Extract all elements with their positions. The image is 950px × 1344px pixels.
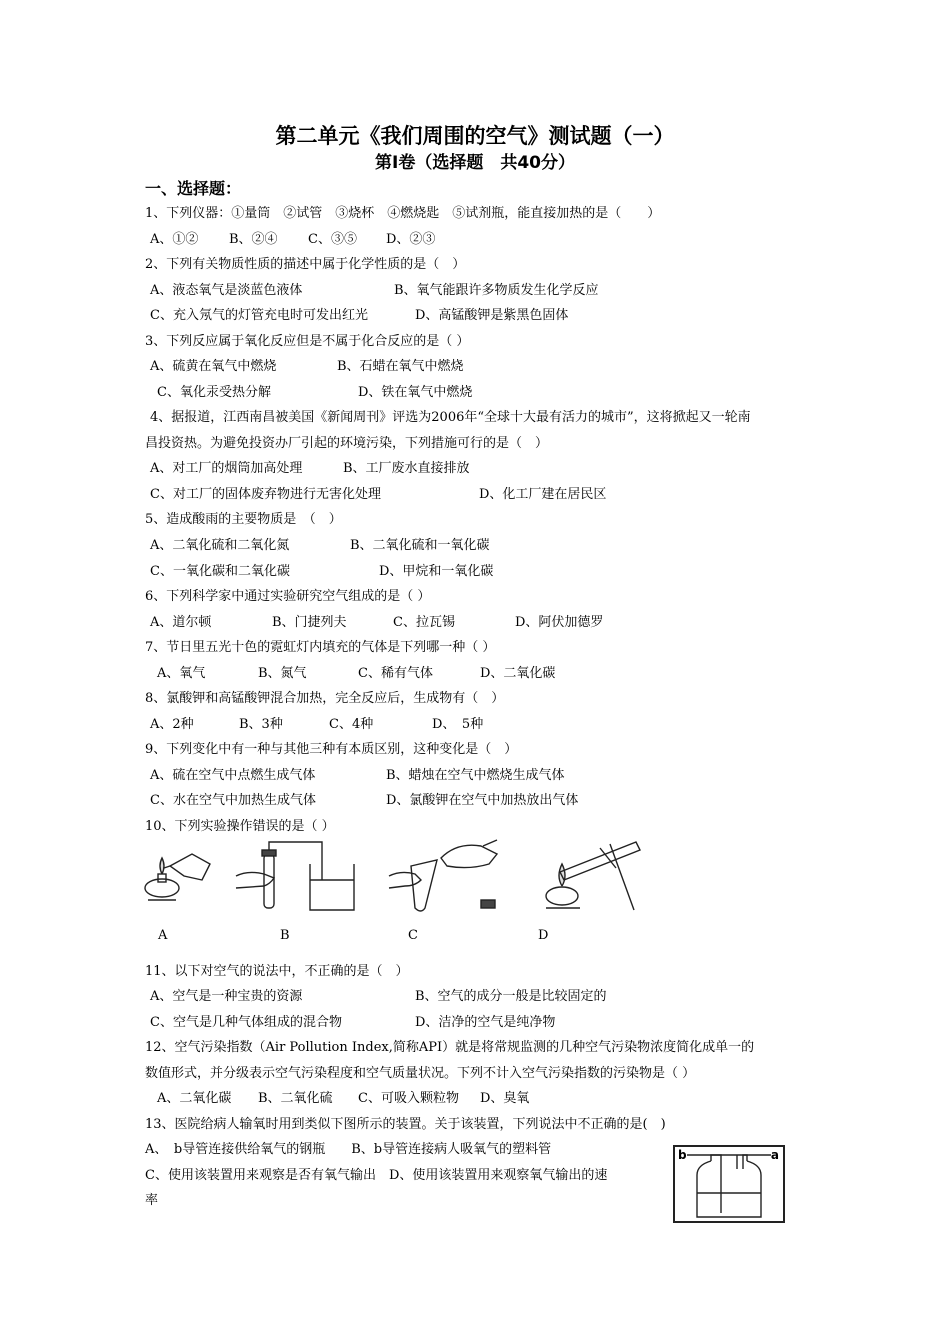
figure-d-heating-tube — [540, 838, 650, 914]
q4-option-d: D、化工厂建在居民区 — [479, 487, 607, 502]
q8-stem: 8、氯酸钾和高锰酸钾混合加热，完全反应后，生成物有（ ） — [145, 691, 505, 706]
q12-option-c: C、可吸入颗粒物 — [358, 1091, 459, 1106]
q5-option-a: A、二氧化硫和二氧化氮 — [150, 538, 290, 553]
q12-stem-line2: 数值形式，并分级表示空气污染程度和空气质量状况。下列不计入空气污染指数的污染物是（ ） — [145, 1066, 696, 1081]
q11-option-d: D、洁净的空气是纯净物 — [415, 1015, 556, 1030]
figure-q13-label-a: a — [770, 1148, 779, 1162]
q1-option-d: D、②③ — [386, 232, 436, 247]
q6-option-d: D、阿伏加德罗 — [515, 615, 604, 630]
q6-option-a: A、道尔顿 — [150, 615, 212, 630]
delivery-tube-icon — [269, 842, 322, 880]
q6-stem: 6、下列科学家中通过实验研究空气组成的是（ ） — [145, 589, 431, 604]
q7-stem: 7、节日里五光十色的霓虹灯内填充的气体是下列哪一种（ ） — [145, 640, 496, 655]
q12-option-a: A、二氧化碳 — [157, 1091, 232, 1106]
bottle-stopper-icon — [481, 900, 495, 908]
q1-option-c: C、③⑤ — [308, 232, 357, 247]
q1-option-a: A、①② — [150, 232, 199, 247]
exam-subtitle: 第Ⅰ卷（选择题 共40分） — [375, 153, 575, 173]
q11-option-b: B、空气的成分一般是比较固定的 — [415, 989, 607, 1004]
section-heading: 一、选择题： — [145, 179, 242, 198]
q13-options-continued: 率 — [145, 1193, 159, 1208]
q8-option-c: C、4种 — [329, 717, 374, 732]
wick-icon — [164, 866, 170, 868]
q5-option-c: C、一氧化碳和二氧化碳 — [150, 564, 290, 579]
hand-icon — [389, 872, 421, 888]
figure-b-airtightness-check — [230, 840, 360, 912]
figure-label-a: A — [158, 928, 168, 943]
q2-stem: 2、下列有关物质性质的描述中属于化学性质的是（ ） — [145, 257, 466, 272]
q3-option-c: C、氧化汞受热分解 — [157, 385, 271, 400]
q6-option-c: C、拉瓦锡 — [393, 615, 455, 630]
q6-option-b: B、门捷列夫 — [272, 615, 347, 630]
flame-icon — [160, 858, 164, 874]
q7-option-d: D、二氧化碳 — [480, 666, 556, 681]
q8-option-b: B、3种 — [239, 717, 283, 732]
q2-option-c: C、充入氖气的灯管充电时可发出红光 — [150, 308, 368, 323]
q11-stem: 11、以下对空气的说法中，不正确的是（ ） — [145, 964, 409, 979]
q12-option-d: D、臭氧 — [480, 1091, 530, 1106]
q2-option-b: B、氧气能跟许多物质发生化学反应 — [394, 283, 599, 298]
q3-option-a: A、硫黄在氧气中燃烧 — [150, 359, 277, 374]
q7-option-b: B、氮气 — [258, 666, 307, 681]
q3-option-d: D、铁在氧气中燃烧 — [358, 385, 473, 400]
figure-q13-frame — [673, 1145, 785, 1223]
exam-title: 第二单元《我们周围的空气》测试题（一） — [275, 124, 675, 148]
figure-a-alcohol-lamps — [140, 846, 215, 908]
figure-label-d: D — [538, 928, 549, 943]
q13-options-ab: A、 b导管连接供给氧气的钢瓶 B、b导管连接病人吸氧气的塑料管 — [145, 1142, 552, 1157]
q11-option-a: A、空气是一种宝贵的资源 — [150, 989, 303, 1004]
reagent-bottle-icon — [441, 845, 497, 867]
lamp-body-icon — [546, 887, 578, 905]
q1-option-b: B、②④ — [229, 232, 278, 247]
q8-option-d: D、 5种 — [432, 717, 484, 732]
q5-stem: 5、造成酸雨的主要物质是 （ ） — [145, 512, 342, 527]
q13-options-cd: C、使用该装置用来观察是否有氧气输出 D、使用该装置用来观察氧气输出的速 — [145, 1168, 608, 1183]
q9-option-d: D、氯酸钾在空气中加热放出气体 — [386, 793, 579, 808]
q7-option-c: C、稀有气体 — [358, 666, 433, 681]
tilted-lamp-icon — [170, 854, 210, 880]
q12-option-b: B、二氧化硫 — [258, 1091, 333, 1106]
q5-option-d: D、甲烷和一氧化碳 — [379, 564, 494, 579]
q4-option-b: B、工厂废水直接排放 — [343, 461, 470, 476]
q2-option-a: A、液态氧气是淡蓝色液体 — [150, 283, 303, 298]
q9-option-a: A、硫在空气中点燃生成气体 — [150, 768, 316, 783]
hand-icon — [236, 872, 274, 888]
figure-q13-label-b: b — [678, 1148, 687, 1162]
q11-option-c: C、空气是几种气体组成的混合物 — [150, 1015, 342, 1030]
q12-stem-line1: 12、空气污染指数（Air Pollution Index,简称API）就是将常规监测的几种空气污染物浓度简化成单一的 — [145, 1040, 755, 1055]
q2-option-d: D、高锰酸钾是紫黑色固体 — [415, 308, 569, 323]
q1-stem: 1、下列仪器：①量筒 ②试管 ③烧杯 ④燃烧匙 ⑤试剂瓶，能直接加热的是（ ） — [145, 206, 661, 221]
q9-stem: 9、下列变化中有一种与其他三种有本质区别，这种变化是（ ） — [145, 742, 518, 757]
test-tube-icon — [411, 860, 437, 911]
q4-option-a: A、对工厂的烟筒加高处理 — [150, 461, 303, 476]
q5-option-b: B、二氧化硫和一氧化碳 — [350, 538, 490, 553]
test-tube-icon — [560, 842, 640, 880]
beaker-icon — [310, 864, 354, 910]
q7-option-a: A、氧气 — [157, 666, 206, 681]
figure-label-c: C — [408, 928, 418, 943]
q8-option-a: A、2种 — [150, 717, 194, 732]
q9-option-b: B、蜡烛在空气中燃烧生成气体 — [386, 768, 565, 783]
bottle-mouth-icon — [483, 840, 497, 846]
bottle-body-icon — [697, 1161, 761, 1217]
q9-option-c: C、水在空气中加热生成气体 — [150, 793, 316, 808]
lamp-neck-icon — [158, 874, 166, 882]
q4-stem-line1: 4、据报道，江西南昌被美国《新闻周刊》评选为2006年“全球十大最有活力的城市”，这将掀起又一轮南 — [150, 410, 751, 425]
gas-washing-bottle-icon — [675, 1147, 783, 1221]
q3-option-b: B、石蜡在氧气中燃烧 — [337, 359, 464, 374]
q4-stem-line2: 昌投资热。为避免投资办厂引起的环境污染，下列措施可行的是（ ） — [145, 436, 549, 451]
q13-stem: 13、医院给病人输氧时用到类似下图所示的装置。关于该装置，下列说法中不正确的是( ) — [145, 1117, 666, 1132]
figure-label-b: B — [280, 928, 290, 943]
stopper-icon — [262, 850, 276, 856]
q10-stem: 10、下列实验操作错误的是（ ） — [145, 819, 335, 834]
q4-option-c: C、对工厂的固体废弃物进行无害化处理 — [150, 487, 381, 502]
bottle-neck-icon — [711, 1155, 747, 1161]
q3-stem: 3、下列反应属于氧化反应但是不属于化合反应的是（ ） — [145, 334, 470, 349]
figure-c-pouring-liquid — [385, 836, 510, 916]
